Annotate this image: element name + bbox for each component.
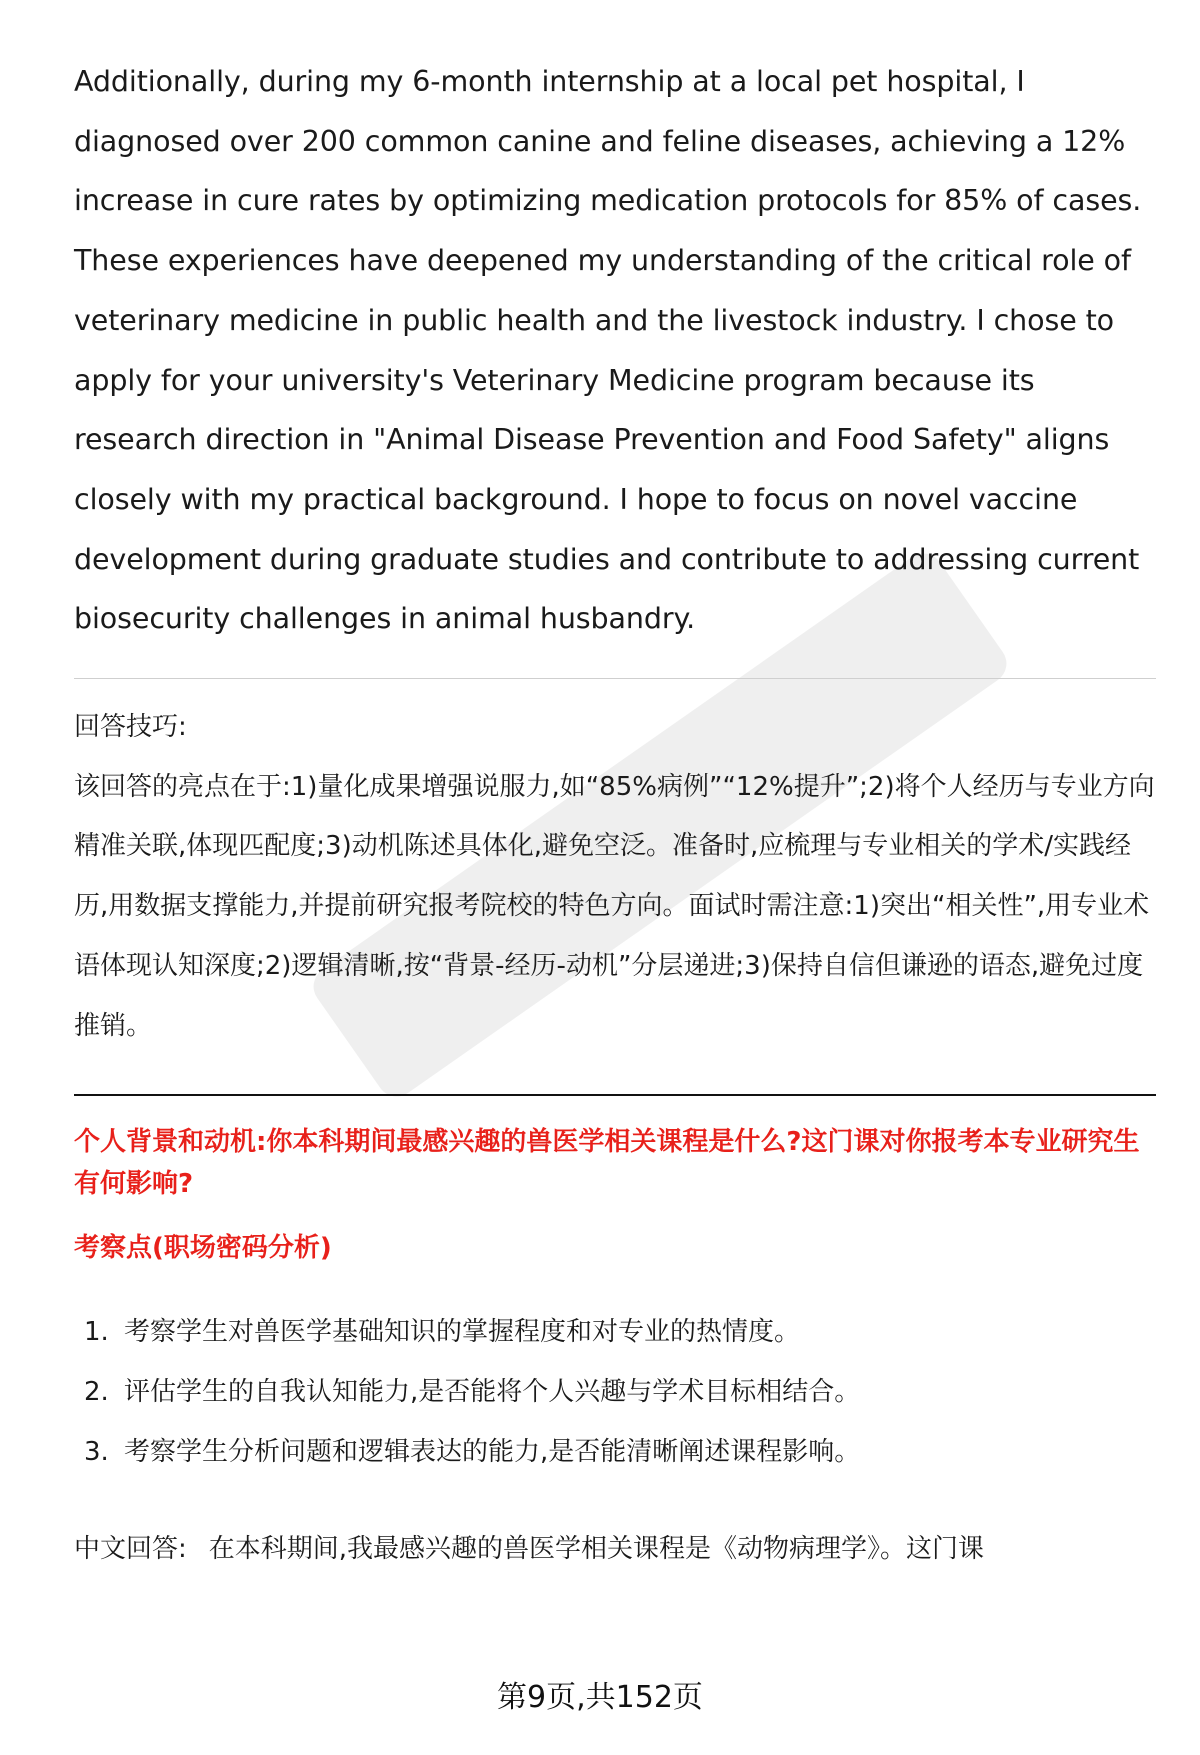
list-item xyxy=(74,1362,1156,1422)
focus-points-list xyxy=(74,1302,1156,1482)
tips-body: 该回答的亮点在于:1)量化成果增强说服力,如“85%病例”“12%提升”;2)将个人经历与专业方向精准关联,体现匹配度;3)动机陈述具体化,避免空泛。准备时,应梳理与专业相关的学术/实践经历,用数据支撑能力,并提前研究报考院校的特色方向。面试时需注意:1)突出“相关性”,用专业术语体现认知深度;2)逻辑清晰,按“背景-经历-动机”分层递进;3)保持自信但谦逊的语态,避免过度推销。 xyxy=(74,771,1155,1041)
list-item-text: 考察学生分析问题和逻辑表达的能力,是否能清晰阐述课程影响。 xyxy=(124,1437,861,1468)
list-item-number: 2. xyxy=(84,1377,109,1408)
document-page xyxy=(74,52,1156,1580)
list-item xyxy=(74,1422,1156,1482)
list-item-number: 3. xyxy=(84,1437,109,1468)
section-divider xyxy=(74,678,1156,679)
question-divider xyxy=(74,1094,1156,1096)
list-item-text: 评估学生的自我认知能力,是否能将个人兴趣与学术目标相结合。 xyxy=(124,1377,861,1408)
question-heading: 个人背景和动机:你本科期间最感兴趣的兽医学相关课程是什么?这门课对你报考本专业研究生有何影响? xyxy=(74,1127,1140,1200)
answer-label: 中文回答: xyxy=(74,1534,187,1565)
answer-paragraph xyxy=(74,1520,1156,1580)
list-item-text: 考察学生对兽医学基础知识的掌握程度和对专业的热情度。 xyxy=(124,1317,801,1348)
page-number: 第9页,共152页 xyxy=(497,1680,703,1715)
intro-paragraph: Additionally, during my 6-month internship at a local pet hospital, I diagnosed over 200 common canine and feline diseases, achieving a 12% increase in cure rates by optimizing medication protocols for 85% of cases. These experiences have deepened my understanding of the critical role of veterinary medicine in public health and the livestock industry. I chose to apply for your university's Veterinary Medicine program because its research direction in "Animal Disease Prevention and Food Safety" aligns closely with my practical background. I hope to focus on novel vaccine development during graduate studies and contribute to addressing current biosecurity challenges in animal husbandry. xyxy=(74,65,1142,636)
list-item xyxy=(74,1302,1156,1362)
tips-heading: 回答技巧: xyxy=(74,712,187,743)
list-item-number: 1. xyxy=(84,1317,109,1348)
focus-heading: 考察点(职场密码分析) xyxy=(74,1233,332,1264)
answer-text: 在本科期间,我最感兴趣的兽医学相关课程是《动物病理学》。这门课 xyxy=(208,1534,985,1565)
